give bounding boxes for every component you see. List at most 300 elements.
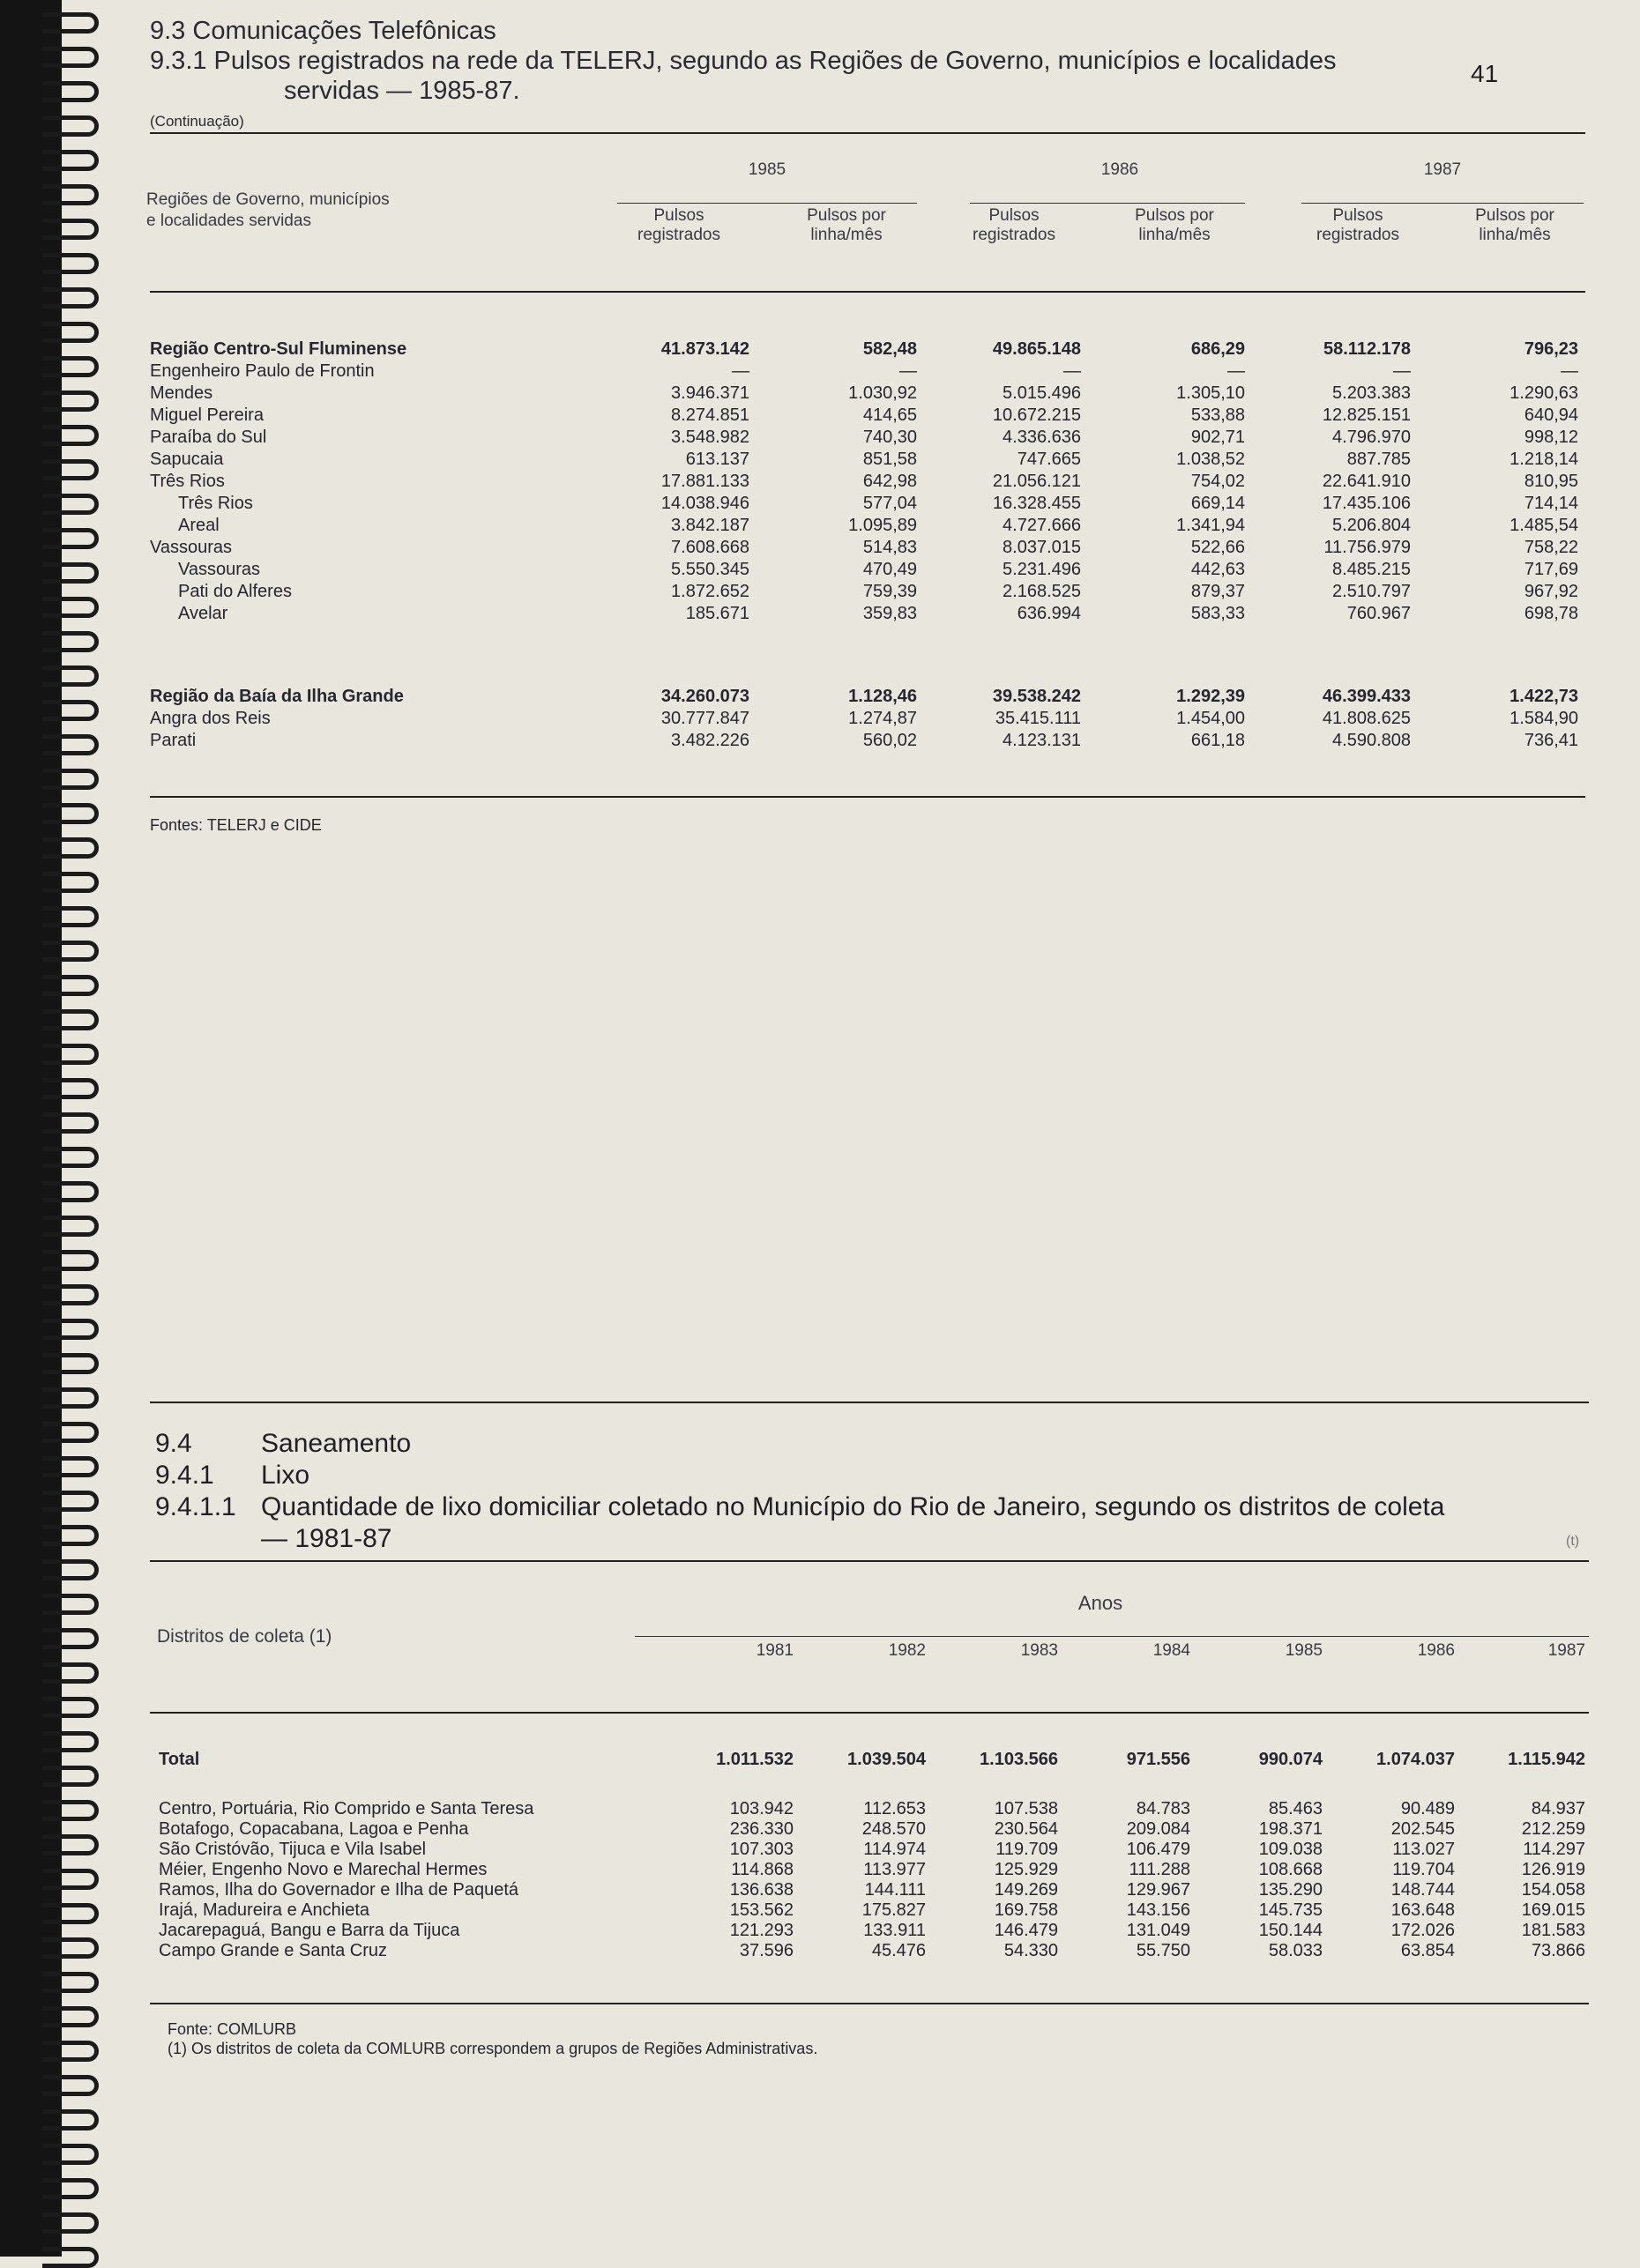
table-cell: 1.872.652 xyxy=(671,582,749,601)
binding-ring xyxy=(42,2075,99,2096)
binding-ring xyxy=(42,425,99,446)
table-cell: 39.538.242 xyxy=(992,687,1081,706)
table-cell: 84.937 xyxy=(1531,1799,1585,1818)
table-title-9-3-1: 9.3.1 Pulsos registrados na rede da TELERJ, segundo as Regiões de Governo, municípios e localidades xyxy=(150,47,1337,75)
table-cell: 1.290,63 xyxy=(1510,383,1578,403)
table-cell: 73.866 xyxy=(1531,1941,1585,1960)
table-cell: — xyxy=(1561,361,1578,381)
table-title-9-4-1-1: Quantidade de lixo domiciliar coletado no Município do Rio de Janeiro, segundo os distritos de coleta xyxy=(261,1492,1445,1521)
table-cell: 169.015 xyxy=(1521,1900,1585,1920)
binding-ring xyxy=(42,1250,99,1271)
table-cell: 577,04 xyxy=(862,494,917,513)
column-subheader: linha/mês xyxy=(1138,226,1211,244)
table-cell: 560,02 xyxy=(862,731,917,750)
table-cell: 5.015.496 xyxy=(1003,383,1081,403)
table-cell: 583,33 xyxy=(1190,604,1245,623)
row-label: Areal xyxy=(178,516,220,535)
table-cell: 114.868 xyxy=(731,1860,794,1879)
table-cell: 153.562 xyxy=(729,1900,794,1920)
table-cell: — xyxy=(1227,361,1245,381)
binding-ring xyxy=(42,1422,99,1443)
table-cell: 107.303 xyxy=(729,1840,794,1859)
anos-header: Anos xyxy=(1077,1592,1123,1614)
table-cell: 143.156 xyxy=(1126,1900,1190,1920)
table-cell: 49.865.148 xyxy=(992,339,1081,359)
row-label: Pati do Alferes xyxy=(178,582,292,601)
row-label: Miguel Pereira xyxy=(150,405,264,425)
table-cell: 754,02 xyxy=(1190,472,1245,491)
column-subheader: Pulsos xyxy=(1332,206,1383,225)
table-cell: 442,63 xyxy=(1190,560,1245,579)
table-cell: 887.785 xyxy=(1346,450,1411,469)
table-cell: 198.371 xyxy=(1258,1819,1323,1839)
table-cell: 10.672.215 xyxy=(992,405,1081,425)
table-cell: 112.653 xyxy=(863,1799,926,1818)
table-cell: 8.037.015 xyxy=(1003,538,1081,557)
binding-ring xyxy=(42,941,99,962)
table-cell: 1.305,10 xyxy=(1176,383,1245,403)
header-rule xyxy=(150,1712,1589,1714)
table-cell: 1.039.504 xyxy=(847,1750,926,1769)
binding-ring xyxy=(42,906,99,927)
table-cell: 879,37 xyxy=(1190,582,1245,601)
table-cell: 1.584,90 xyxy=(1510,709,1578,728)
table-cell: 22.641.910 xyxy=(1322,472,1411,491)
table-cell: 113.027 xyxy=(1392,1840,1455,1859)
binding-ring xyxy=(42,150,99,171)
table-cell: 2.168.525 xyxy=(1003,582,1081,601)
column-subheader: registrados xyxy=(973,226,1055,244)
table-cell: 736,41 xyxy=(1524,731,1578,750)
binding-ring xyxy=(42,597,99,618)
table-cell: 35.415.111 xyxy=(995,709,1081,728)
binding-ring xyxy=(42,562,99,584)
table-cell: 1.292,39 xyxy=(1176,687,1245,706)
year-header: 1982 xyxy=(888,1641,926,1660)
table-cell: 796,23 xyxy=(1524,339,1578,359)
year-rule xyxy=(617,203,917,204)
header-rule xyxy=(150,291,1585,293)
binding-ring xyxy=(42,975,99,996)
binding-ring xyxy=(42,837,99,859)
binding-ring xyxy=(42,219,99,240)
table-cell: 810,95 xyxy=(1524,472,1578,491)
table-cell: 522,66 xyxy=(1190,538,1245,557)
spiral-binding xyxy=(0,0,104,2257)
column-subheader: registrados xyxy=(637,226,720,244)
table-cell: 230.564 xyxy=(994,1819,1058,1839)
binding-ring xyxy=(42,666,99,687)
table-cell: 17.881.133 xyxy=(660,472,749,491)
table-cell: 46.399.433 xyxy=(1322,687,1411,706)
table-cell: 85.463 xyxy=(1268,1799,1323,1818)
binding-ring xyxy=(42,700,99,721)
column-subheader: Pulsos xyxy=(653,206,704,225)
row-label: Jacarepaguá, Bangu e Barra da Tijuca xyxy=(159,1921,460,1940)
table-cell: 121.293 xyxy=(729,1921,794,1940)
table-cell: 148.744 xyxy=(1390,1880,1455,1900)
table-cell: 1.074.037 xyxy=(1376,1750,1455,1769)
table-cell: 1.030,92 xyxy=(848,383,917,403)
year-header: 1981 xyxy=(756,1641,794,1660)
year-header: 1987 xyxy=(1423,160,1462,179)
section-heading-9-3: 9.3 Comunicações Telefônicas xyxy=(150,17,496,45)
binding-ring xyxy=(42,1662,99,1684)
table-cell: 107.538 xyxy=(994,1799,1058,1818)
table-cell: 1.274,87 xyxy=(848,709,917,728)
table-cell: 7.608.668 xyxy=(671,538,749,557)
binding-ring xyxy=(42,872,99,893)
row-label: Sapucaia xyxy=(150,450,224,469)
table-cell: 1.115.942 xyxy=(1508,1750,1585,1769)
binding-ring xyxy=(42,769,99,790)
table-cell: 41.873.142 xyxy=(660,339,749,359)
table-cell: 1.128,46 xyxy=(848,687,917,706)
table-cell: 144.111 xyxy=(864,1880,926,1900)
year-header: 1983 xyxy=(1020,1641,1058,1660)
row-label: Região Centro-Sul Fluminense xyxy=(150,339,407,359)
section-heading-9-4: Saneamento xyxy=(261,1429,412,1458)
table-cell: 16.328.455 xyxy=(992,494,1081,513)
table-cell: 1.341,94 xyxy=(1176,516,1245,535)
table-cell: 1.422,73 xyxy=(1510,687,1578,706)
binding-ring xyxy=(42,1525,99,1546)
binding-ring xyxy=(42,2006,99,2027)
table-cell: 5.203.383 xyxy=(1332,383,1411,403)
table-cell: 34.260.073 xyxy=(660,687,749,706)
table-cell: 8.485.215 xyxy=(1332,560,1411,579)
table-cell: 119.709 xyxy=(995,1840,1058,1859)
binding-ring xyxy=(42,1319,99,1340)
table-cell: 185.671 xyxy=(685,604,749,623)
binding-ring xyxy=(42,1181,99,1202)
table-cell: 14.038.946 xyxy=(660,494,749,513)
binding-ring xyxy=(42,1731,99,1752)
binding-ring xyxy=(42,2109,99,2130)
table-cell: 8.274.851 xyxy=(671,405,749,425)
row-label: São Cristóvão, Tijuca e Vila Isabel xyxy=(159,1840,427,1859)
table-cell: 106.479 xyxy=(1126,1840,1190,1859)
table-cell: 55.750 xyxy=(1136,1941,1190,1960)
table-cell: 686,29 xyxy=(1190,339,1245,359)
binding-ring xyxy=(42,115,99,137)
table-cell: 1.454,00 xyxy=(1176,709,1245,728)
table-cell: 111.288 xyxy=(1129,1860,1190,1879)
table-cell: 12.825.151 xyxy=(1322,405,1411,425)
table-cell: 109.038 xyxy=(1258,1840,1323,1859)
table-cell: 149.269 xyxy=(994,1880,1058,1900)
binding-ring xyxy=(42,1147,99,1168)
table-cell: 740,30 xyxy=(862,428,917,447)
row-label: Angra dos Reis xyxy=(150,709,271,728)
binding-ring xyxy=(42,1766,99,1787)
table-cell: 717,69 xyxy=(1524,560,1578,579)
unit-label: (t) xyxy=(1566,1534,1580,1549)
table-cell: 971.556 xyxy=(1126,1750,1190,1769)
table-cell: 747.665 xyxy=(1017,450,1081,469)
table-cell: 41.808.625 xyxy=(1322,709,1411,728)
table-cell: — xyxy=(1393,361,1411,381)
binding-ring xyxy=(42,2144,99,2165)
table-cell: 1.095,89 xyxy=(848,516,917,535)
table-cell: 126.919 xyxy=(1521,1860,1585,1879)
table-cell: 21.056.121 xyxy=(992,472,1081,491)
year-header: 1984 xyxy=(1152,1641,1190,1660)
table-cell: 17.435.106 xyxy=(1322,494,1411,513)
binding-ring xyxy=(42,1009,99,1030)
table-cell: 1.218,14 xyxy=(1510,450,1578,469)
binding-ring xyxy=(42,631,99,652)
table-cell: 533,88 xyxy=(1190,405,1245,425)
table-cell: 212.259 xyxy=(1521,1819,1585,1839)
column-subheader: Pulsos xyxy=(988,206,1040,225)
table-cell: 90.489 xyxy=(1400,1799,1455,1818)
source-note: Fonte: COMLURB xyxy=(168,2020,297,2038)
table-cell: 131.049 xyxy=(1126,1921,1190,1940)
binding-ring xyxy=(42,1594,99,1615)
binding-ring xyxy=(42,12,99,33)
table-cell: 636.994 xyxy=(1017,604,1081,623)
table-title-9-3-1-line2: servidas — 1985-87. xyxy=(284,77,520,105)
binding-ring xyxy=(42,459,99,480)
table-cell: 4.796.970 xyxy=(1332,428,1411,447)
binding-ring xyxy=(42,528,99,549)
column-subheader: linha/mês xyxy=(1479,226,1551,244)
table-cell: 163.648 xyxy=(1390,1900,1455,1920)
table-cell: 851,58 xyxy=(862,450,917,469)
table-cell: 3.548.982 xyxy=(671,428,749,447)
binding-ring xyxy=(42,1937,99,1959)
binding-ring xyxy=(42,734,99,755)
table-cell: 108.668 xyxy=(1258,1860,1323,1879)
row-label: Campo Grande e Santa Cruz xyxy=(159,1941,388,1960)
table-cell: 760.967 xyxy=(1346,604,1411,623)
binding-ring xyxy=(42,390,99,412)
row-label: Vassouras xyxy=(178,560,261,579)
table-cell: 209.084 xyxy=(1126,1819,1190,1839)
stub-header: Distritos de coleta (1) xyxy=(157,1626,332,1647)
binding-ring xyxy=(42,2178,99,2199)
binding-ring xyxy=(42,1869,99,1890)
table-cell: 642,98 xyxy=(862,472,917,491)
row-label: Avelar xyxy=(178,604,228,623)
table-cell: 119.704 xyxy=(1392,1860,1455,1879)
table-bottom-rule xyxy=(150,796,1585,798)
binding-ring xyxy=(42,1078,99,1099)
binding-ring xyxy=(42,2041,99,2062)
table-cell: 967,92 xyxy=(1524,582,1578,601)
table-cell: 114.297 xyxy=(1523,1840,1585,1859)
table-cell: 640,94 xyxy=(1524,405,1578,425)
table-cell: 145.735 xyxy=(1258,1900,1323,1920)
table-cell: 11.756.979 xyxy=(1323,538,1411,557)
source-note: Fontes: TELERJ e CIDE xyxy=(150,816,322,834)
binding-ring xyxy=(42,1353,99,1374)
section-heading-9-4-1: Lixo xyxy=(261,1461,310,1490)
table-cell: 3.842.187 xyxy=(671,516,749,535)
table-cell: 169.758 xyxy=(994,1900,1058,1920)
section-number-9-4-1: 9.4.1 xyxy=(155,1461,214,1490)
row-label: Região da Baía da Ilha Grande xyxy=(150,687,404,706)
table-cell: 698,78 xyxy=(1524,604,1578,623)
table-cell: 114.974 xyxy=(863,1840,926,1859)
table-cell: 514,83 xyxy=(862,538,917,557)
binding-ring xyxy=(42,322,99,343)
row-label: Irajá, Madureira e Anchieta xyxy=(159,1900,370,1920)
table-cell: — xyxy=(1063,361,1081,381)
top-rule xyxy=(150,132,1585,134)
binding-ring xyxy=(42,1491,99,1512)
row-label: Três Rios xyxy=(150,472,225,491)
binding-ring xyxy=(42,1628,99,1649)
binding-ring xyxy=(42,803,99,824)
column-subheader: Pulsos por xyxy=(1475,206,1554,225)
table-cell: 113.977 xyxy=(863,1860,926,1879)
table-cell: 669,14 xyxy=(1190,494,1245,513)
table-cell: 150.144 xyxy=(1258,1921,1323,1940)
year-rule xyxy=(1301,203,1584,204)
table-cell: 58.112.178 xyxy=(1323,339,1411,359)
row-label: Engenheiro Paulo de Frontin xyxy=(150,361,375,381)
table-cell: 45.476 xyxy=(871,1941,926,1960)
page-number: 41 xyxy=(1471,60,1499,87)
binding-ring xyxy=(42,1972,99,1993)
table-cell: 4.123.131 xyxy=(1003,731,1081,750)
table-cell: 5.231.496 xyxy=(1003,560,1081,579)
table-cell: 136.638 xyxy=(729,1880,794,1900)
year-header: 1986 xyxy=(1417,1641,1455,1660)
table-cell: 103.942 xyxy=(729,1799,794,1818)
row-label: Méier, Engenho Novo e Marechal Hermes xyxy=(159,1860,488,1879)
binding-ring xyxy=(42,47,99,68)
table-cell: 582,48 xyxy=(862,339,917,359)
column-subheader: linha/mês xyxy=(810,226,883,244)
binding-ring xyxy=(42,253,99,274)
row-label: Botafogo, Copacabana, Lagoa e Penha xyxy=(159,1819,469,1839)
table-cell: 758,22 xyxy=(1524,538,1578,557)
table-cell: — xyxy=(732,361,749,381)
binding-ring xyxy=(42,1284,99,1305)
row-label: Centro, Portuária, Rio Comprido e Santa Teresa xyxy=(159,1799,534,1818)
table-cell: 5.206.804 xyxy=(1332,516,1411,535)
binding-ring xyxy=(42,1800,99,1821)
binding-ring xyxy=(42,81,99,102)
table-cell: 135.290 xyxy=(1258,1880,1323,1900)
year-header: 1985 xyxy=(748,160,786,179)
binding-ring xyxy=(42,287,99,309)
footnote: (1) Os distritos de coleta da COMLURB correspondem a grupos de Regiões Administrativas. xyxy=(168,2040,818,2057)
binding-ring xyxy=(42,1834,99,1855)
table-cell: — xyxy=(899,361,917,381)
table-cell: 172.026 xyxy=(1390,1921,1455,1940)
binding-ring xyxy=(42,1903,99,1924)
section-number-9-4-1-1: 9.4.1.1 xyxy=(155,1492,236,1521)
year-rule xyxy=(970,203,1245,204)
table-title-9-4-1-1-line2: — 1981-87 xyxy=(261,1524,392,1553)
table-cell: 4.590.808 xyxy=(1332,731,1411,750)
table-cell: 359,83 xyxy=(862,604,917,623)
binding-ring xyxy=(42,1387,99,1409)
binding-ring xyxy=(42,184,99,205)
table-cell: 84.783 xyxy=(1136,1799,1190,1818)
table-cell: 129.967 xyxy=(1126,1880,1190,1900)
stub-header-line2: e localidades servidas xyxy=(146,212,311,230)
table-cell: 1.103.566 xyxy=(980,1750,1058,1769)
table-cell: 3.946.371 xyxy=(671,383,749,403)
column-subheader: Pulsos por xyxy=(1135,206,1214,225)
binding-ring xyxy=(42,1112,99,1134)
binding-ring xyxy=(42,1044,99,1065)
binding-ring xyxy=(42,1697,99,1718)
row-label: Parati xyxy=(150,731,197,750)
anos-rule xyxy=(635,1636,1589,1637)
row-label: Ramos, Ilha do Governador e Ilha de Paquetá xyxy=(159,1880,519,1900)
table-cell: 1.011.532 xyxy=(716,1750,794,1769)
table-cell: 236.330 xyxy=(729,1819,794,1839)
binding-ring xyxy=(42,1216,99,1237)
table-cell: 1.038,52 xyxy=(1176,450,1245,469)
table-cell: 30.777.847 xyxy=(660,709,749,728)
table-cell: 3.482.226 xyxy=(671,731,749,750)
column-subheader: Pulsos por xyxy=(807,206,886,225)
binding-ring xyxy=(42,2247,99,2268)
row-label: Três Rios xyxy=(178,494,253,513)
table-cell: 4.727.666 xyxy=(1003,516,1081,535)
binding-ring xyxy=(42,494,99,515)
table-bottom-rule xyxy=(150,2003,1589,2004)
table-cell: 661,18 xyxy=(1190,731,1245,750)
table-cell: 133.911 xyxy=(863,1921,926,1940)
table-cell: 902,71 xyxy=(1190,428,1245,447)
table-cell: 759,39 xyxy=(862,582,917,601)
table-cell: 613.137 xyxy=(685,450,749,469)
section-number-9-4: 9.4 xyxy=(155,1429,192,1458)
stub-header-line1: Regiões de Governo, municípios xyxy=(146,190,390,209)
year-header: 1985 xyxy=(1285,1641,1323,1660)
table-cell: 63.854 xyxy=(1400,1941,1455,1960)
table-cell: 470,49 xyxy=(862,560,917,579)
table-cell: 2.510.797 xyxy=(1332,582,1411,601)
binding-ring xyxy=(42,1559,99,1580)
table-cell: 125.929 xyxy=(994,1860,1058,1879)
year-header: 1987 xyxy=(1547,1641,1585,1660)
table-cell: 414,65 xyxy=(862,405,917,425)
table-cell: 998,12 xyxy=(1524,428,1578,447)
section-divider xyxy=(150,1402,1589,1403)
table-cell: 175.827 xyxy=(861,1900,926,1920)
binding-ring xyxy=(42,356,99,377)
top-rule xyxy=(150,1560,1589,1562)
binding-ring xyxy=(42,2212,99,2234)
table-cell: 248.570 xyxy=(861,1819,926,1839)
table-cell: 154.058 xyxy=(1521,1880,1585,1900)
continuation-note: (Continuação) xyxy=(150,113,244,130)
row-label: Mendes xyxy=(150,383,213,403)
table-cell: 202.545 xyxy=(1390,1819,1455,1839)
table-cell: 5.550.345 xyxy=(671,560,749,579)
table-cell: 37.596 xyxy=(739,1941,794,1960)
table-cell: 990.074 xyxy=(1258,1750,1323,1769)
table-cell: 146.479 xyxy=(994,1921,1058,1940)
row-label: Vassouras xyxy=(150,538,233,557)
table-cell: 1.485,54 xyxy=(1510,516,1578,535)
column-subheader: registrados xyxy=(1316,226,1399,244)
year-header: 1986 xyxy=(1100,160,1139,179)
table-cell: 54.330 xyxy=(1003,1941,1058,1960)
row-label: Total xyxy=(159,1750,200,1769)
table-cell: 58.033 xyxy=(1268,1941,1323,1960)
binding-ring xyxy=(42,1456,99,1477)
